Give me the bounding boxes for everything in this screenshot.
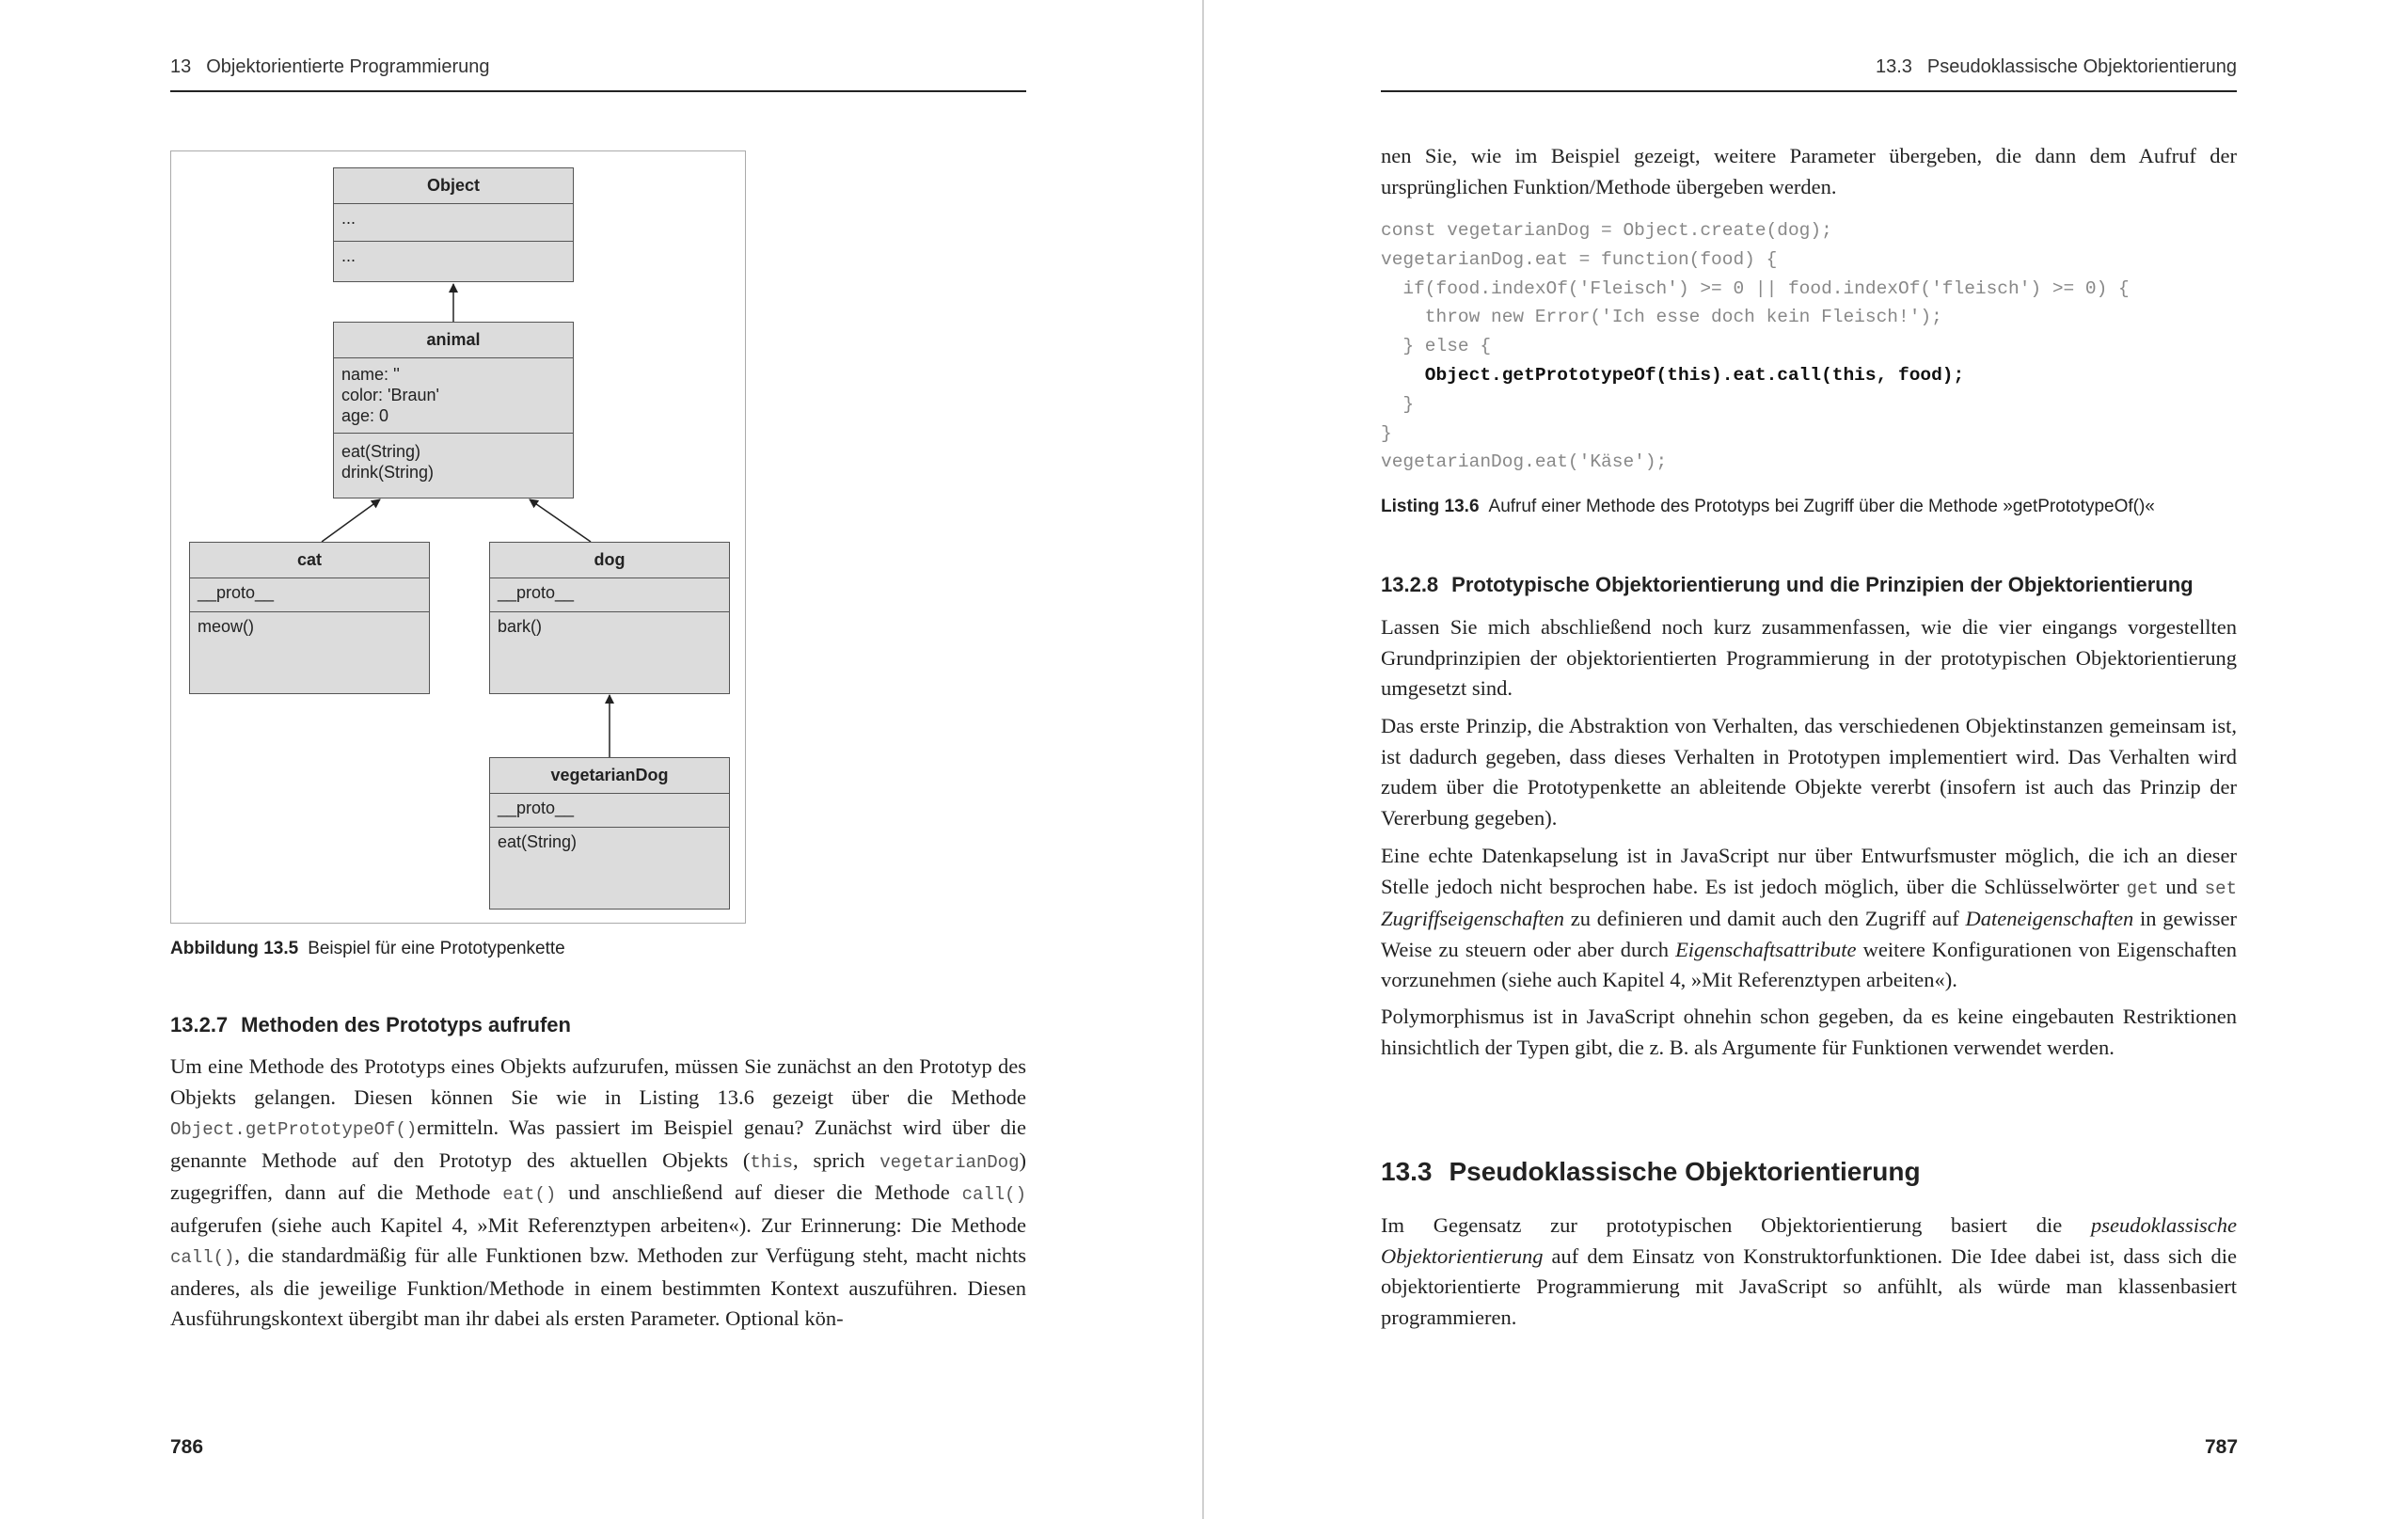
emphasis-text: Dateneigenschaften — [1965, 907, 2134, 930]
uml-box-dog — [489, 542, 730, 694]
text-run: Eine echte Datenkapselung ist in JavaScript nur über Entwurfsmuster möglich, die ich an dieser Stelle jedoch nicht besprochen habe. Es ist jedoch möglich, über die Schlüsselwörter — [1381, 844, 2237, 898]
text-run: auf dem Einsatz von Konstruktorfunktionen. Die Idee dabei ist, dass sich die objektorientierte Programmierung mit JavaScript so anfühlt, als würde man klassenbasiert programmieren. — [1381, 1243, 2237, 1329]
header-chapter-number: 13 — [170, 56, 192, 77]
arrow-cat-to-animal — [322, 499, 380, 542]
uml-section — [334, 358, 573, 434]
section-title: Methoden des Prototyps aufrufen — [241, 1013, 571, 1036]
section-number: 13.2.8 — [1381, 573, 1439, 596]
page-number-right: 787 — [2205, 1436, 2239, 1458]
uml-section — [490, 828, 729, 856]
uml-section — [490, 578, 729, 612]
inline-code: vegetarianDog — [879, 1151, 1020, 1173]
section-title: Prototypische Objektorientierung und die Prinzipien der Objektorientierung — [1451, 573, 2194, 596]
header-chapter-title: Objektorientierte Programmierung — [206, 56, 490, 77]
text-run: und anschließend auf dieser die Methode — [556, 1180, 962, 1204]
uml-line: name: '' — [341, 365, 400, 384]
code-line: } — [1381, 393, 1415, 415]
uml-line: eat(String) — [341, 442, 421, 461]
section-heading-13-3 — [1381, 1157, 1921, 1187]
emphasis-text: pseudoklassische Objektorientierung — [1381, 1213, 2237, 1268]
text-run: , die standardmäßig für alle Funktionen bzw. Methoden zur Verfügung steht, macht nichts anderes, als die jeweilige Funktion/Methode in einem bestimmten Kontext auszuführen. Diesen Ausführungskontext übergibt man ihr dabei als ersten Parameter. Optional kön- — [170, 1243, 1026, 1330]
body-paragraph-left — [170, 1052, 1026, 1335]
uml-line: __proto__ — [198, 583, 275, 602]
text-run: Um eine Methode des Prototyps eines Objekts aufzurufen, müssen Sie zunächst an den Prototyp des Objekts gelangen. Diesen können Sie wie in Listing 13.6 gezeigt über die Methode — [170, 1054, 1026, 1109]
uml-line: drink(String) — [341, 463, 435, 482]
uml-section — [190, 612, 429, 641]
header-section-number: 13.3 — [1875, 56, 1912, 77]
section-heading-13-2-7 — [170, 1013, 571, 1037]
figure-caption-text: Beispiel für eine Prototypenkette — [308, 939, 565, 958]
code-line: const vegetarianDog = Object.create(dog); — [1381, 220, 1832, 241]
uml-line: age: 0 — [341, 406, 389, 425]
text-run: weitere Konfigurationen von Eigenschaften vorzunehmen (siehe auch Kapitel 4, »Mit Referenztypen arbeiten«). — [1381, 937, 2237, 991]
emphasis-text: Zugriffseigenschaften — [1381, 907, 1564, 930]
text-run: ermitteln. Was passiert im Beispiel genau? Zunächst wird über die genannte Methode auf den Prototyp des aktuellen Objekts ( — [170, 1116, 1026, 1172]
uml-box-title: animal — [334, 323, 573, 358]
uml-section — [490, 794, 729, 828]
uml-line: color: 'Braun' — [341, 386, 439, 404]
paragraph-summary: Lassen Sie mich abschließend noch kurz zusammenfassen, wie die vier eingangs vorgestellten Grundprinzipien der objektorientierten Programmierung in der prototypischen Objektorientierung umgesetzt sind. — [1381, 615, 2237, 700]
listing-caption-text: Aufruf einer Methode des Prototyps bei Zugriff über die Methode »getPrototypeOf()« — [1488, 497, 2155, 516]
uml-section — [334, 242, 573, 279]
code-line: vegetarianDog.eat('Käse'); — [1381, 451, 1668, 473]
uml-box-vegetariandog — [489, 757, 730, 910]
inline-code: set — [2204, 878, 2237, 899]
intro-paragraph: nen Sie, wie im Beispiel gezeigt, weitere Parameter übergeben, die dann dem Aufruf der ursprünglichen Funktion/Methode übergeben werden. — [1381, 144, 2237, 198]
inline-code: get — [2126, 878, 2159, 899]
text-run: Im Gegensatz zur prototypischen Objektorientierung basiert die — [1381, 1213, 2092, 1237]
paragraph-pseudoclassical — [1381, 1210, 2237, 1333]
text-run: zu definieren und damit auch den Zugriff auf — [1564, 907, 1966, 930]
page-number-left: 786 — [170, 1436, 204, 1458]
paragraph-encapsulation — [1381, 841, 2237, 996]
uml-section — [334, 204, 573, 242]
figure-caption-label: Abbildung 13.5 — [170, 939, 299, 958]
figure-caption — [170, 939, 565, 959]
uml-section — [490, 612, 729, 641]
code-line: if(food.indexOf('Fleisch') >= 0 || food.indexOf('fleisch') >= 0) { — [1381, 277, 2130, 299]
text-run: ) zugegriffen, dann auf die Methode — [170, 1147, 1026, 1204]
code-line: } else { — [1381, 336, 1492, 357]
text-run: , sprich — [793, 1147, 880, 1172]
section-title: Pseudoklassische Objektorientierung — [1449, 1157, 1921, 1186]
text-run: und — [2158, 874, 2205, 898]
inline-code: call() — [170, 1247, 235, 1268]
code-line: throw new Error('Ich esse doch kein Fleisch!'); — [1381, 307, 1942, 328]
uml-section — [190, 578, 429, 612]
uml-box-object — [333, 167, 574, 282]
paragraph-abstraction: Das erste Prinzip, die Abstraktion von Verhalten, das verschiedenen Objektinstanzen gemeinsam ist, ist dadurch gegeben, dass dieses Verhalten in Prototypen implementiert wird. Das Verhalten wird zudem über die Prototypenkette an ableitende Objekte vererbt (insofern ist auch das Prinzip der Vererbung gegeben). — [1381, 714, 2237, 830]
section-number: 13.2.7 — [170, 1013, 229, 1036]
header-section-title: Pseudoklassische Objektorientierung — [1926, 56, 2237, 77]
text-run: in gewisser Weise zu steuern oder aber durch — [1381, 907, 2238, 961]
inline-code: this — [750, 1151, 794, 1173]
emphasis-text: Eigenschaftsattribute — [1675, 937, 1857, 961]
uml-section — [334, 434, 573, 486]
uml-line: ... — [341, 246, 356, 265]
arrow-dog-to-animal — [530, 499, 591, 542]
code-line: } — [1381, 422, 1392, 444]
uml-box-title: vegetarianDog — [490, 758, 729, 794]
listing-caption — [1381, 497, 2155, 517]
uml-box-title: cat — [190, 543, 429, 578]
listing-label: Listing 13.6 — [1381, 497, 1480, 516]
section-number: 13.3 — [1381, 1157, 1433, 1186]
code-line: vegetarianDog.eat = function(food) { — [1381, 248, 1778, 270]
inline-code: Object.getPrototypeOf() — [170, 1119, 418, 1140]
uml-line: eat(String) — [498, 832, 578, 851]
text-run: aufgerufen (siehe auch Kapitel 4, »Mit Referenztypen arbeiten«). Zur Erinnerung: Die Methode — [170, 1212, 1026, 1237]
uml-box-title: Object — [334, 168, 573, 204]
code-listing — [1381, 216, 2130, 477]
paragraph-polymorphism: Polymorphismus ist in JavaScript ohnehin schon gegeben, da es keine eingebauten Restriktionen hinsichtlich der Typen gibt, die z. B. als Argumente für Funktionen verwendet werden. — [1381, 1005, 2237, 1059]
section-heading-13-2-8 — [1381, 573, 2194, 597]
uml-box-animal — [333, 322, 574, 498]
running-header-right — [1381, 56, 2237, 92]
uml-line: bark() — [498, 617, 543, 636]
uml-line: __proto__ — [498, 583, 575, 602]
uml-line: ... — [341, 209, 356, 228]
uml-box-cat — [189, 542, 430, 694]
uml-box-title: dog — [490, 543, 729, 578]
uml-line: __proto__ — [498, 799, 575, 817]
inline-code: eat() — [502, 1184, 557, 1205]
code-line: Object.getPrototypeOf(this).eat.call(this, food); — [1381, 364, 1965, 386]
uml-line: meow() — [198, 617, 255, 636]
inline-code: call() — [961, 1184, 1026, 1205]
